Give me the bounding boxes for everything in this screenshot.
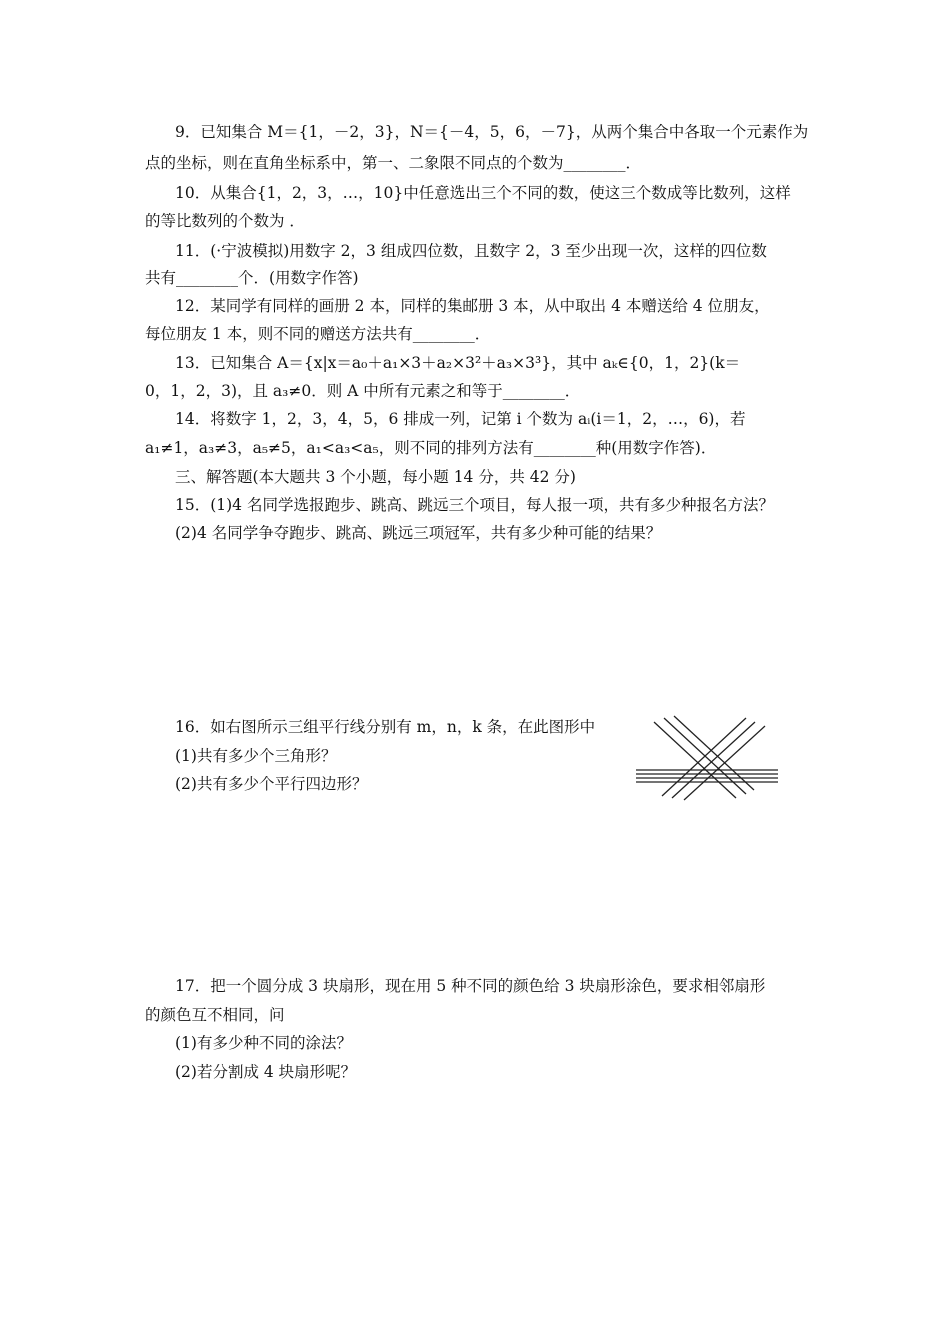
problem-16-stem: 16．如右图所示三组平行线分别有 m，n，k 条，在此图形中 bbox=[175, 718, 596, 736]
falling-line bbox=[674, 716, 754, 790]
problem-11-line-2: 共有________个．(用数字作答) bbox=[145, 269, 359, 287]
problem-15-part-1: 15．(1)4 名同学选报跑步、跳高、跳远三个项目，每人报一项，共有多少种报名方法？ bbox=[175, 496, 774, 514]
rising-line bbox=[672, 722, 755, 798]
problem-14-line-1: 14．将数字 1，2，3，4，5，6 排成一列，记第 i 个数为 aᵢ(i＝1，2，…，6)，若 bbox=[175, 410, 746, 428]
section-3-title: 三、解答题(本大题共 3 个小题，每小题 14 分，共 42 分) bbox=[175, 468, 576, 486]
problem-13-line-1: 13．已知集合 A＝{x|x＝a₀＋a₁×3＋a₂×3²＋a₃×3³}，其中 aₖ∈{0，1，2}(k＝ bbox=[175, 354, 741, 372]
problem-17-part-2: (2)若分割成 4 块扇形呢？ bbox=[175, 1063, 357, 1081]
problem-15-part-2: (2)4 名同学争夺跑步、跳高、跳远三项冠军，共有多少种可能的结果？ bbox=[175, 524, 662, 542]
problem-16-part-1: (1)共有多少个三角形？ bbox=[175, 747, 337, 765]
problem-9-line-2: 点的坐标，则在直角坐标系中，第一、二象限不同点的个数为________． bbox=[145, 154, 642, 172]
problem-11-line-1: 11．(·宁波模拟)用数字 2，3 组成四位数，且数字 2，3 至少出现一次，这样的四位数 bbox=[175, 242, 767, 260]
problem-10-line-1: 10．从集合{1，2，3，…，10}中任意选出三个不同的数，使这三个数成等比数列，这样 bbox=[175, 184, 791, 202]
falling-line bbox=[654, 722, 736, 798]
problem-12-line-2: 每位朋友 1 本，则不同的赠送方法共有________． bbox=[145, 325, 491, 343]
parallel-lines-figure bbox=[632, 712, 780, 802]
problem-17-line-2: 的颜色互不相同，问 bbox=[145, 1006, 285, 1024]
problem-14-line-2: a₁≠1，a₃≠3，a₅≠5，a₁<a₃<a₅，则不同的排列方法有________种(用数字作答)． bbox=[145, 439, 717, 457]
problem-17-line-1: 17．把一个圆分成 3 块扇形，现在用 5 种不同的颜色给 3 块扇形涂色，要求相邻扇形 bbox=[175, 977, 766, 995]
problem-16-part-2: (2)共有多少个平行四边形？ bbox=[175, 775, 368, 793]
problem-13-line-2: 0，1，2，3)，且 a₃≠0．则 A 中所有元素之和等于________． bbox=[145, 382, 581, 400]
problem-17-part-1: (1)有多少种不同的涂法？ bbox=[175, 1034, 352, 1052]
problem-12-line-1: 12．某同学有同样的画册 2 本，同样的集邮册 3 本，从中取出 4 本赠送给 4 位朋友， bbox=[175, 297, 770, 315]
section-heading bbox=[0, 465, 950, 489]
problem-9-line-1: 9．已知集合 M＝{1，－2，3}，N＝{－4，5，6，－7}，从两个集合中各取一个元素作为 bbox=[175, 123, 809, 141]
problem-10-line-2: 的等比数列的个数为 ． bbox=[145, 212, 305, 230]
rising-line bbox=[662, 718, 746, 796]
